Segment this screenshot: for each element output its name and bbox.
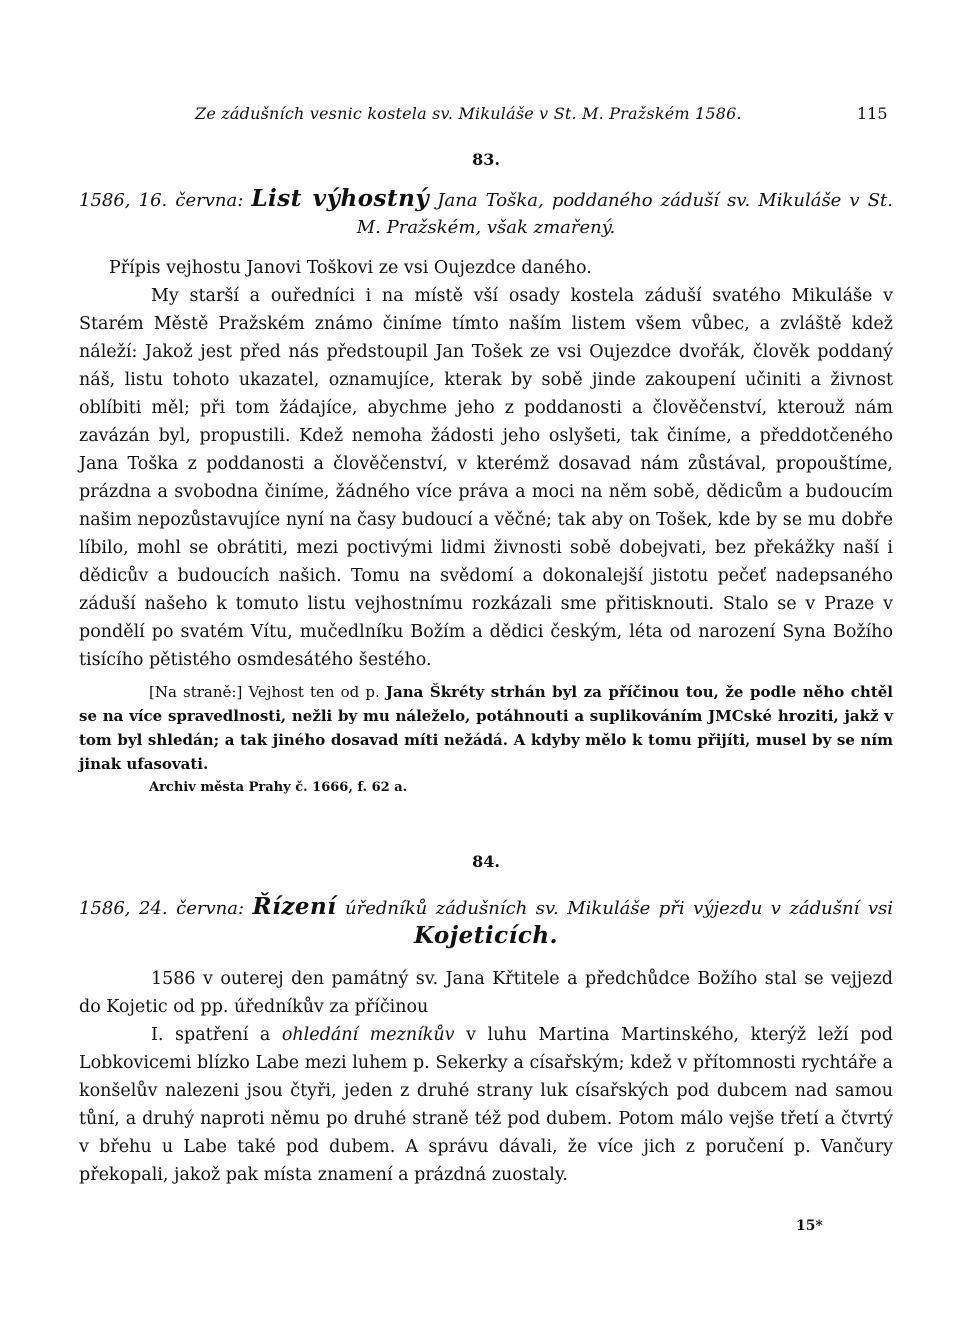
note-body: Jana Škréty strhán byl za příčinou tou, že podle něho chtěl se na více spravedlnosti, nežli by mu náleželo, potáhnouti a suplikováním JMCské hroziti, jakž v tom byl shledán; a tak jiného dosavad míti nežádá. A kdyby mělo k tomu přijíti, musel by se ním jinak ufasovati. bbox=[79, 683, 893, 773]
document-rubric: Přípis vejhostu Janovi Toškovi ze vsi Oujezdce daného. bbox=[109, 258, 592, 278]
document-paragraph: My starší a ouředníci i na místě vší osady kostela záduší svatého Mikuláše v Starém Městě Pražském známo činíme tímto naším listem všem vůbec, a zvláště kdež náleží: Jakož jest před nás předstoupil Jan Tošek ze vsi Oujezdce dvořák, člověk poddaný náš, listu tohoto ukazatel, oznamujíce, kterak by sobě jinde zakoupení učiniti a živnost oblíbiti měl; při tom žádajíce, abychme jeho z poddanosti a člověčenství, kterouž nám zavázán byl, propustili. Kdež nemoha žádosti jeho oslyšeti, tak činíme, a předdotčeného Jana Toška z poddanosti a člověčenství, v kterémž dosavad nám zůstával, propouštíme, prázdna a svobodna činíme, žádného více práva a moci na něm sobě, dědicům a budoucím našim nepozůstavujíce nyní na časy budoucí a věčné; tak aby on Tošek, kde by se mu dobře líbilo, mohl se obrátiti, mezi poctivými lidmi živnosti sobě dobejvati, bez překážky naší i dědicův a budoucích našich. Tomu na svědomí a dokonalejší jistotu pečeť nadepsaného záduší našeho k tomuto listu vejhostnímu rozkázali sme přitisknouti. Stalo se v Praze v pondělí po svatém Vítu, mučedlníku Božím a dědici českým, léta od narození Syna Božího tisícího pětistého osmdesátého šestého. bbox=[79, 286, 893, 670]
heading-rest: úředníků zádušních sv. Mikuláše při výjezdu v zádušní vsi bbox=[336, 898, 894, 919]
heading-date: 1586, 24. června: bbox=[79, 898, 253, 919]
heading-keyword: Řízení bbox=[252, 893, 337, 920]
paragraph-emphasis: ohledání mezníkův bbox=[281, 1025, 455, 1045]
document-paragraph: 1586 v outerej den památný sv. Jana Křtitele a předchůdce Božího stal se vejjezd do Kojetic od pp. úředníkův za příčinou bbox=[79, 969, 893, 1017]
page-number: 115 bbox=[857, 104, 888, 123]
heading-date: 1586, 16. června: bbox=[79, 190, 252, 211]
archive-reference: Archiv města Prahy č. 1666, f. 62 a. bbox=[149, 780, 408, 795]
document-number-84: 84. bbox=[472, 852, 500, 871]
page-header bbox=[0, 104, 960, 130]
heading-place: Kojeticích. bbox=[413, 922, 559, 949]
document-heading-83 bbox=[79, 185, 893, 241]
body-text bbox=[79, 150, 893, 1189]
paragraph-lead: I. spatření a bbox=[151, 1025, 282, 1045]
document-heading-84 bbox=[79, 893, 893, 951]
running-title: Ze zádušních vesnic kostela sv. Mikuláše v St. M. Pražském 1586. bbox=[195, 104, 742, 123]
heading-keyword: List výhostný bbox=[251, 185, 430, 212]
document-number-83: 83. bbox=[472, 150, 500, 169]
signature-mark: 15* bbox=[796, 1218, 823, 1234]
marginal-note bbox=[79, 680, 893, 776]
paragraph-rest: v luhu Martina Martinského, kterýž leží pod Lobkovicemi blízko Labe mezi luhem p. Sekerky a císařským; kdež v přítomnosti rychtáře a konšelův nalezeni jsou čtyři, jeden z druhé strany luk císařských pod dubcem nad samou tůní, a druhý naproti němu po druhé straně též pod dubem. Potom málo vejše třetí a čtvrtý v břehu u Labe také pod dubem. A správu dávali, že více jich z poručení p. Vančury překopali, jakož pak místa znamení a prázdná zuostaly. bbox=[79, 1025, 893, 1185]
note-lead: [Na straně:] Vejhost ten od p. bbox=[149, 683, 386, 701]
document-paragraph bbox=[79, 1021, 893, 1189]
heading-rest: Jana Toška, poddaného záduší sv. Mikuláše v St. M. Pražském, však zmařený. bbox=[356, 190, 893, 238]
